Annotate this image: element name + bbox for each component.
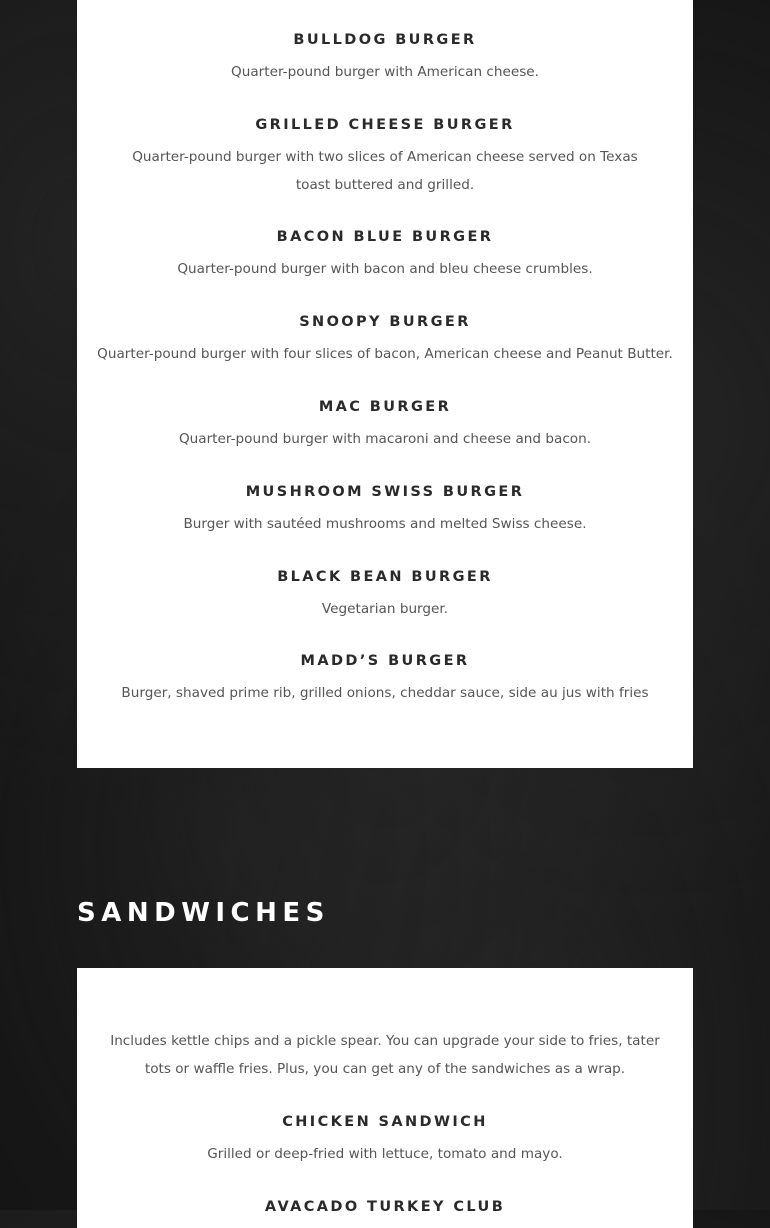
menu-item-description: Quarter-pound burger with bacon and bleu cheese crumbles.: [177, 261, 593, 277]
menu-item-title: MAC BURGER: [318, 399, 452, 415]
menu-item-description: Grilled or deep-fried with lettuce, tomato and mayo.: [207, 1146, 563, 1162]
menu-item: [77, 312, 693, 368]
menu-item-description: Burger with sautéed mushrooms and melted Swiss cheese.: [183, 516, 587, 532]
menu-item: [77, 30, 693, 86]
menu-item-description: Quarter-pound burger with two slices of American cheese served on Texas toast buttered and grilled.: [132, 149, 638, 193]
burger-menu-card: [77, 0, 693, 768]
menu-item: [77, 651, 693, 707]
menu-item-description: Quarter-pound burger with American cheese.: [231, 64, 539, 80]
menu-item: [77, 1112, 693, 1168]
menu-item: [77, 567, 693, 623]
menu-item: [77, 227, 693, 283]
menu-item-title: GRILLED CHEESE BURGER: [255, 117, 515, 133]
menu-item: [77, 482, 693, 538]
menu-item-title: BULLDOG BURGER: [293, 32, 477, 48]
section-heading-sandwiches: SANDWICHES: [77, 898, 330, 928]
menu-item-title: AVACADO TURKEY CLUB: [264, 1199, 506, 1215]
menu-item-description: Quarter-pound burger with macaroni and cheese and bacon.: [178, 431, 592, 447]
menu-item-description: Quarter-pound burger with four slices of bacon, American cheese and Peanut Butter.: [97, 346, 673, 362]
section-intro: Includes kettle chips and a pickle spear. You can upgrade your side to fries, tater tots or waffle fries. Plus, you can get any of the sandwiches as a wrap.: [110, 1033, 660, 1077]
menu-item: [77, 1197, 693, 1217]
menu-item-title: MUSHROOM SWISS BURGER: [245, 484, 525, 500]
sandwich-menu-card: [77, 968, 693, 1228]
menu-item: [77, 397, 693, 453]
menu-item-description: Burger, shaved prime rib, grilled onions, cheddar sauce, side au jus with fries: [121, 685, 649, 701]
menu-item-title: SNOOPY BURGER: [299, 314, 471, 330]
menu-item-title: BACON BLUE BURGER: [276, 229, 494, 245]
menu-item-title: BLACK BEAN BURGER: [277, 569, 493, 585]
menu-item-description: Vegetarian burger.: [321, 601, 449, 617]
menu-item-title: CHICKEN SANDWICH: [282, 1114, 488, 1130]
menu-item-title: MADD’S BURGER: [300, 653, 470, 669]
menu-item: [77, 115, 693, 199]
